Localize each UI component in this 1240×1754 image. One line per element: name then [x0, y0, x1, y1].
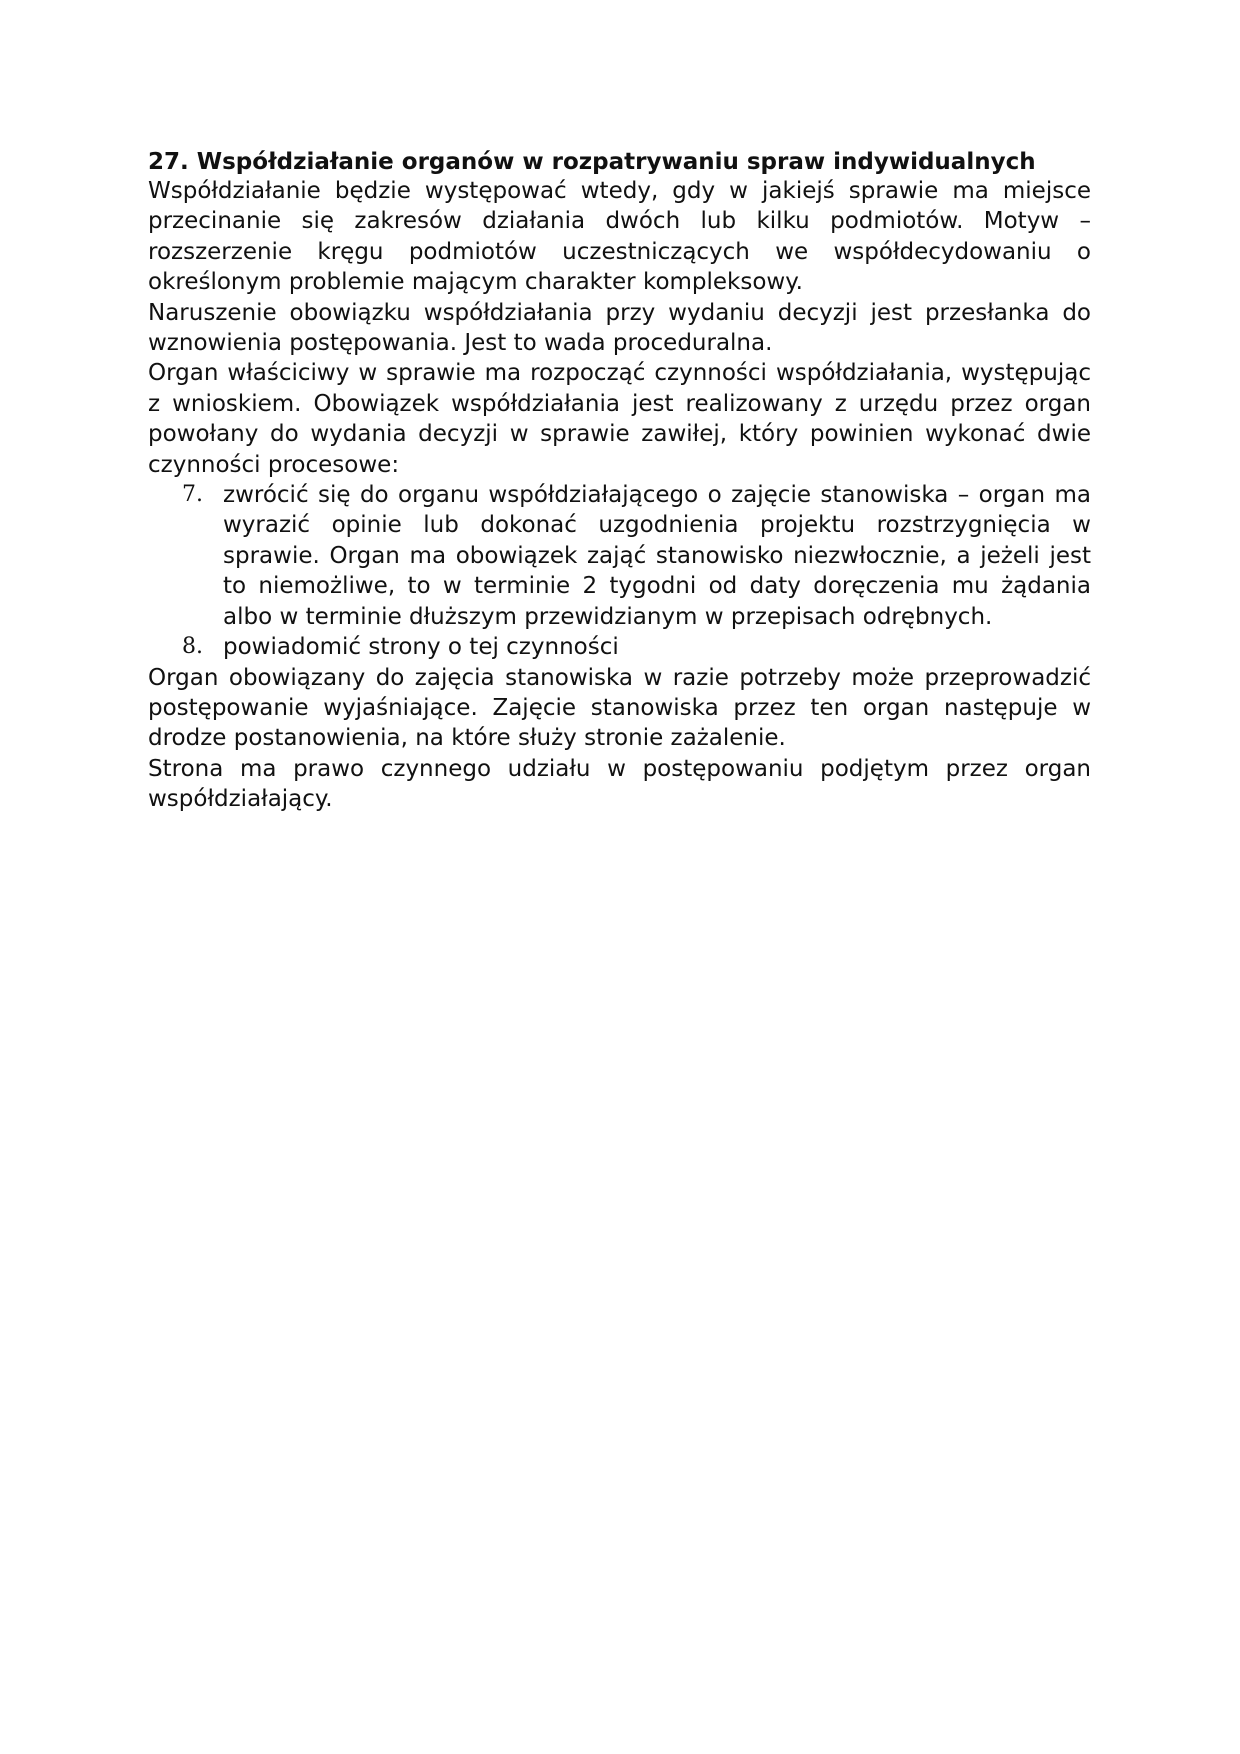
list-marker: 7.: [182, 482, 203, 508]
list-item: [148, 632, 1091, 662]
list-item: [148, 480, 1091, 632]
list-marker: 8.: [182, 634, 203, 660]
list-item-text: powiadomić strony o tej czynności: [223, 634, 619, 661]
document-body: [148, 148, 1091, 815]
list-item-text: zwrócić się do organu współdziałającego o zajęcie stanowiska – organ ma wyrazić opinie lub dokonać uzgodnienia projektu rozstrzygnięcia w sprawie. Organ ma obowiązek zająć stanowisko niezwłocznie, a jeżeli jest to niemożliwe, to w terminie 2 tygodni od daty doręczenia mu żądania albo w terminie dłuższym przewidzianym w przepisach odrębnych.: [223, 482, 1091, 630]
paragraph: Strona ma prawo czynnego udziału w postępowaniu podjętym przez organ współdziałający.: [148, 755, 1091, 813]
numbered-list: [148, 480, 1091, 662]
paragraph: Współdziałanie będzie występować wtedy, gdy w jakiejś sprawie ma miejsce przecinanie się zakresów działania dwóch lub kilku podmiotów. Motyw – rozszerzenie kręgu podmiotów uczestniczących we współdecydowaniu o określonym problemie mającym charakter kompleksowy.: [148, 178, 1091, 296]
document-title: 27. Współdziałanie organów w rozpatrywaniu spraw indywidualnych: [148, 149, 1036, 175]
paragraph: Organ właściciwy w sprawie ma rozpocząć czynności współdziałania, występując z wnioskiem. Obowiązek współdziałania jest realizowany z urzędu przez organ powołany do wydania decyzji w sprawie zawiłej, który powinien wykonać dwie czynności procesowe:: [148, 360, 1091, 478]
paragraph: Organ obowiązany do zajęcia stanowiska w razie potrzeby może przeprowadzić postępowanie wyjaśniające. Zajęcie stanowiska przez ten organ następuje w drodze postanowienia, na które służy stronie zażalenie.: [148, 664, 1091, 752]
paragraph: Naruszenie obowiązku współdziałania przy wydaniu decyzji jest przesłanka do wznowienia postępowania. Jest to wada proceduralna.: [148, 299, 1091, 357]
